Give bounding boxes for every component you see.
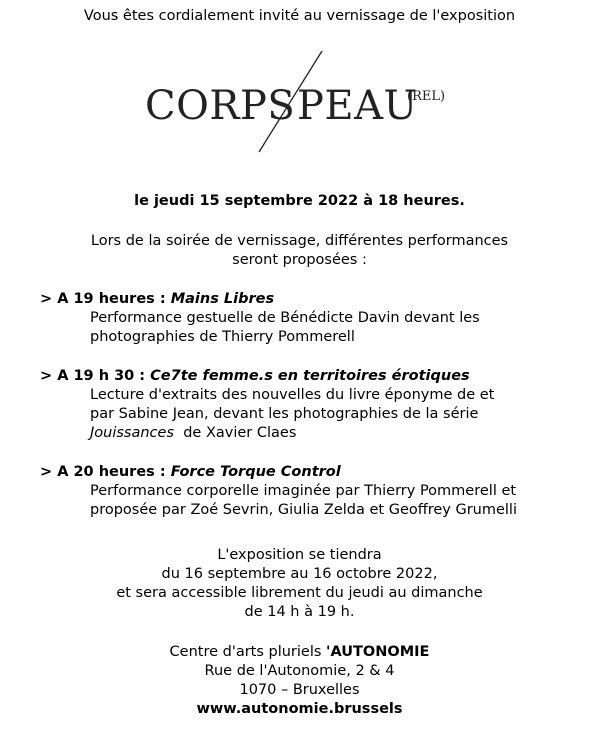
performance-2-series-title: Jouissances (90, 425, 174, 441)
performance-3-heading (40, 463, 341, 482)
performance-1-time: > A 19 heures : (40, 291, 171, 307)
performance-3-desc-1: Performance corporelle imaginée par Thierry Pommerell et (90, 483, 517, 499)
logo-word-left: CORPS (145, 83, 296, 129)
invitation-line: Vous êtes cordialement invité au vernissage de l'exposition (83, 8, 516, 24)
venue-street: Rue de l'Autonomie, 2 & 4 (204, 663, 395, 679)
exhibition-line-2: du 16 septembre au 16 octobre 2022, (161, 566, 438, 582)
performance-3-desc-2: proposée par Zoé Sevrin, Giulia Zelda et Geoffrey Grumelli (90, 502, 517, 518)
performance-2-desc-2: par Sabine Jean, devant les photographies de la série (90, 406, 479, 422)
performance-1-desc-2: photographies de Thierry Pommerell (90, 329, 355, 345)
performance-3-title: Force Torque Control (170, 464, 341, 480)
performance-2-time: > A 19 h 30 : (40, 368, 151, 384)
performance-1-heading (40, 290, 274, 309)
performance-2-desc-3 (90, 424, 296, 443)
performance-2-heading (40, 367, 470, 386)
performance-1-title: Mains Libres (170, 291, 275, 307)
venue-website-link[interactable]: www.autonomie.brussels (196, 701, 403, 717)
venue-name-bold: 'AUTONOMIE (326, 644, 430, 660)
venue-city: 1070 – Bruxelles (239, 682, 360, 698)
logo-superscript: (REL) (407, 89, 446, 104)
corpspeau-logo (0, 48, 599, 158)
performance-2-title: Ce7te femme.s en territoires érotiques (150, 368, 470, 384)
intro-line-2: seront proposées : (232, 252, 367, 268)
performance-2-series-author: de Xavier Claes (174, 425, 297, 441)
exhibition-line-4: de 14 h à 19 h. (244, 604, 355, 620)
exhibition-line-1: L'exposition se tiendra (217, 547, 382, 563)
performance-2-desc-1: Lecture d'extraits des nouvelles du livre éponyme de et (90, 387, 495, 403)
performance-1-desc-1: Performance gestuelle de Bénédicte Davin devant les (90, 310, 480, 326)
logo-slash-icon (0, 48, 599, 158)
logo-word-right: PEAU (297, 83, 418, 129)
intro-line-1: Lors de la soirée de vernissage, différentes performances (90, 233, 509, 249)
exhibition-line-3: et sera accessible librement du jeudi au dimanche (116, 585, 483, 601)
venue-name (0, 643, 599, 662)
performance-3-time: > A 20 heures : (40, 464, 171, 480)
date-line: le jeudi 15 septembre 2022 à 18 heures. (134, 193, 465, 209)
venue-name-prefix: Centre d'arts pluriels (169, 644, 327, 660)
